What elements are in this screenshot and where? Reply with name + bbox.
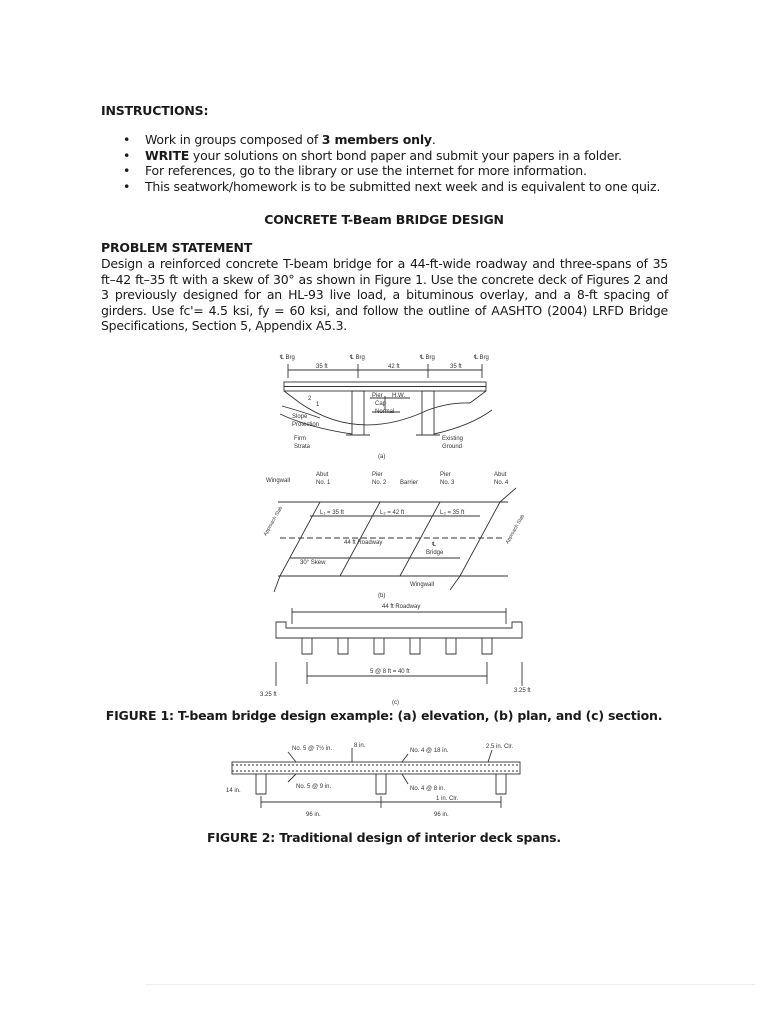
figure1-plan (260, 466, 530, 604)
abut-label: Abut (494, 472, 507, 478)
figure2-caption: FIGURE 2: Traditional design of interior deck spans. (207, 830, 561, 845)
bullet-icon: • (123, 147, 131, 163)
span-label: L₂ = 42 ft (380, 510, 405, 516)
deck-drawing (226, 738, 526, 826)
pier-label: Pier (440, 472, 451, 478)
edge-label: 3.25 ft (260, 692, 277, 698)
approach-label: Approach Slab (504, 513, 527, 545)
edge-label: 3.25 ft (514, 688, 531, 694)
ground-label: Ground (442, 444, 463, 450)
wingwall-label: Wingwall (266, 478, 291, 484)
item-text: . (431, 132, 436, 147)
list-item (101, 148, 661, 164)
item-text: your solutions on short bond paper and submit your papers in a folder. (189, 147, 622, 163)
figure1-elevation (260, 348, 510, 464)
figure-tag: (c) (392, 700, 399, 706)
roadway-label: 44 ft Roadway (344, 540, 383, 546)
barrier-label: Barrier (400, 480, 419, 486)
problem-heading: PROBLEM STATEMENT (101, 240, 253, 255)
rebar-label: No. 4 @ 8 in. (410, 786, 446, 792)
figure2-deck (226, 738, 526, 830)
slope-label: Slope (292, 414, 308, 420)
item-text: This seatwork/homework is to be submitted next week and is equivalent to one quiz. (145, 178, 661, 194)
bullet-icon: • (123, 132, 131, 147)
cover-label: 2.5 in. Clr. (486, 744, 514, 750)
section-drawing (256, 600, 546, 710)
figure-tag: (b) (378, 593, 386, 599)
ratio-label: 2 (308, 396, 312, 402)
roadway-label: 44 ft Roadway (382, 604, 421, 610)
list-item (101, 179, 661, 195)
brg-label: ℄ Brg (474, 355, 489, 361)
span-label: L₃ = 35 ft (440, 510, 465, 516)
list-item (101, 163, 661, 179)
normal-label: Normal (375, 409, 395, 415)
brg-label: ℄ Brg (280, 355, 295, 361)
spacing-label: 5 @ 8 ft = 40 ft (370, 669, 410, 675)
existing-label: Existing (442, 436, 464, 442)
instructions-list (101, 132, 661, 194)
approach-label: Approach Slab (262, 505, 285, 537)
strata-label: Strata (294, 444, 311, 450)
instructions-heading: INSTRUCTIONS: (101, 103, 209, 118)
rebar-label: No. 5 @ 9 in. (296, 784, 332, 790)
cover-label: 1 in. Clr. (436, 796, 459, 802)
figure1-caption: FIGURE 1: T-beam bridge design example: (a) elevation, (b) plan, and (c) section. (105, 708, 663, 723)
bullet-icon: • (123, 178, 131, 194)
rebar-label: No. 4 @ 18 in. (410, 748, 449, 754)
hw-label: H.W. (392, 393, 405, 399)
firm-label: Firm (294, 436, 306, 442)
problem-body: Design a reinforced concrete T-beam bridge for a 44-ft-wide roadway and three-spans of 35 ft–42 ft–35 ft with a skew of 30° as shown in Figure 1. Use the concrete deck of Figures 2 and 3 previously designed for an HL-93 live load, a bituminous overlay, and a 8-ft spacing of girders. Use fc'= 4.5 ksi, fy = 60 ksi, and follow the outline of AASHTO (2004) LRFD Bridge Specifications, Section 5, Appendix A5.3. (101, 256, 668, 333)
list-item (101, 132, 661, 148)
bullet-icon: • (123, 163, 131, 178)
item-bold: 3 members only (321, 132, 432, 147)
span-label: 35 ft (316, 364, 328, 370)
document-title: CONCRETE T-Beam BRIDGE DESIGN (264, 212, 504, 227)
figure1-section (256, 600, 546, 714)
span-label: 35 ft (450, 364, 462, 370)
web-label: 14 in. (226, 788, 241, 794)
span-label: 42 ft (388, 364, 400, 370)
skew-label: 30° Skew (300, 560, 326, 566)
cap-label: Cap (375, 401, 387, 407)
pier-label: Pier (372, 393, 383, 399)
span-label: 96 in. (434, 812, 449, 818)
figure-tag: (a) (378, 454, 386, 460)
wingwall-label: Wingwall (410, 582, 435, 588)
span-label: L₁ = 35 ft (320, 510, 344, 516)
item-text: For references, go to the library or use the internet for more information. (145, 163, 587, 178)
divider (145, 984, 755, 985)
plan-drawing (260, 466, 530, 600)
item-bold: WRITE (145, 147, 190, 163)
item-text: Work in groups composed of (145, 132, 322, 147)
brg-label: ℄ Brg (420, 355, 435, 361)
pier-label: Pier (372, 472, 383, 478)
centerline-label: ℄ (432, 542, 436, 548)
ratio-label: 1 (316, 402, 320, 408)
bridge-label: Bridge (426, 550, 444, 556)
abut-no-label: No. 4 (494, 480, 509, 486)
protection-label: Protection (292, 422, 320, 428)
abut-label: Abut (316, 472, 329, 478)
pier-no-label: No. 3 (440, 480, 455, 486)
abut-no-label: No. 1 (316, 480, 331, 486)
rebar-label: No. 5 @ 7½ in. (292, 746, 333, 752)
elevation-drawing (260, 348, 510, 460)
brg-label: ℄ Brg (350, 355, 365, 361)
span-label: 96 in. (306, 812, 321, 818)
depth-label: 8 in. (354, 743, 366, 749)
pier-no-label: No. 2 (372, 480, 387, 486)
